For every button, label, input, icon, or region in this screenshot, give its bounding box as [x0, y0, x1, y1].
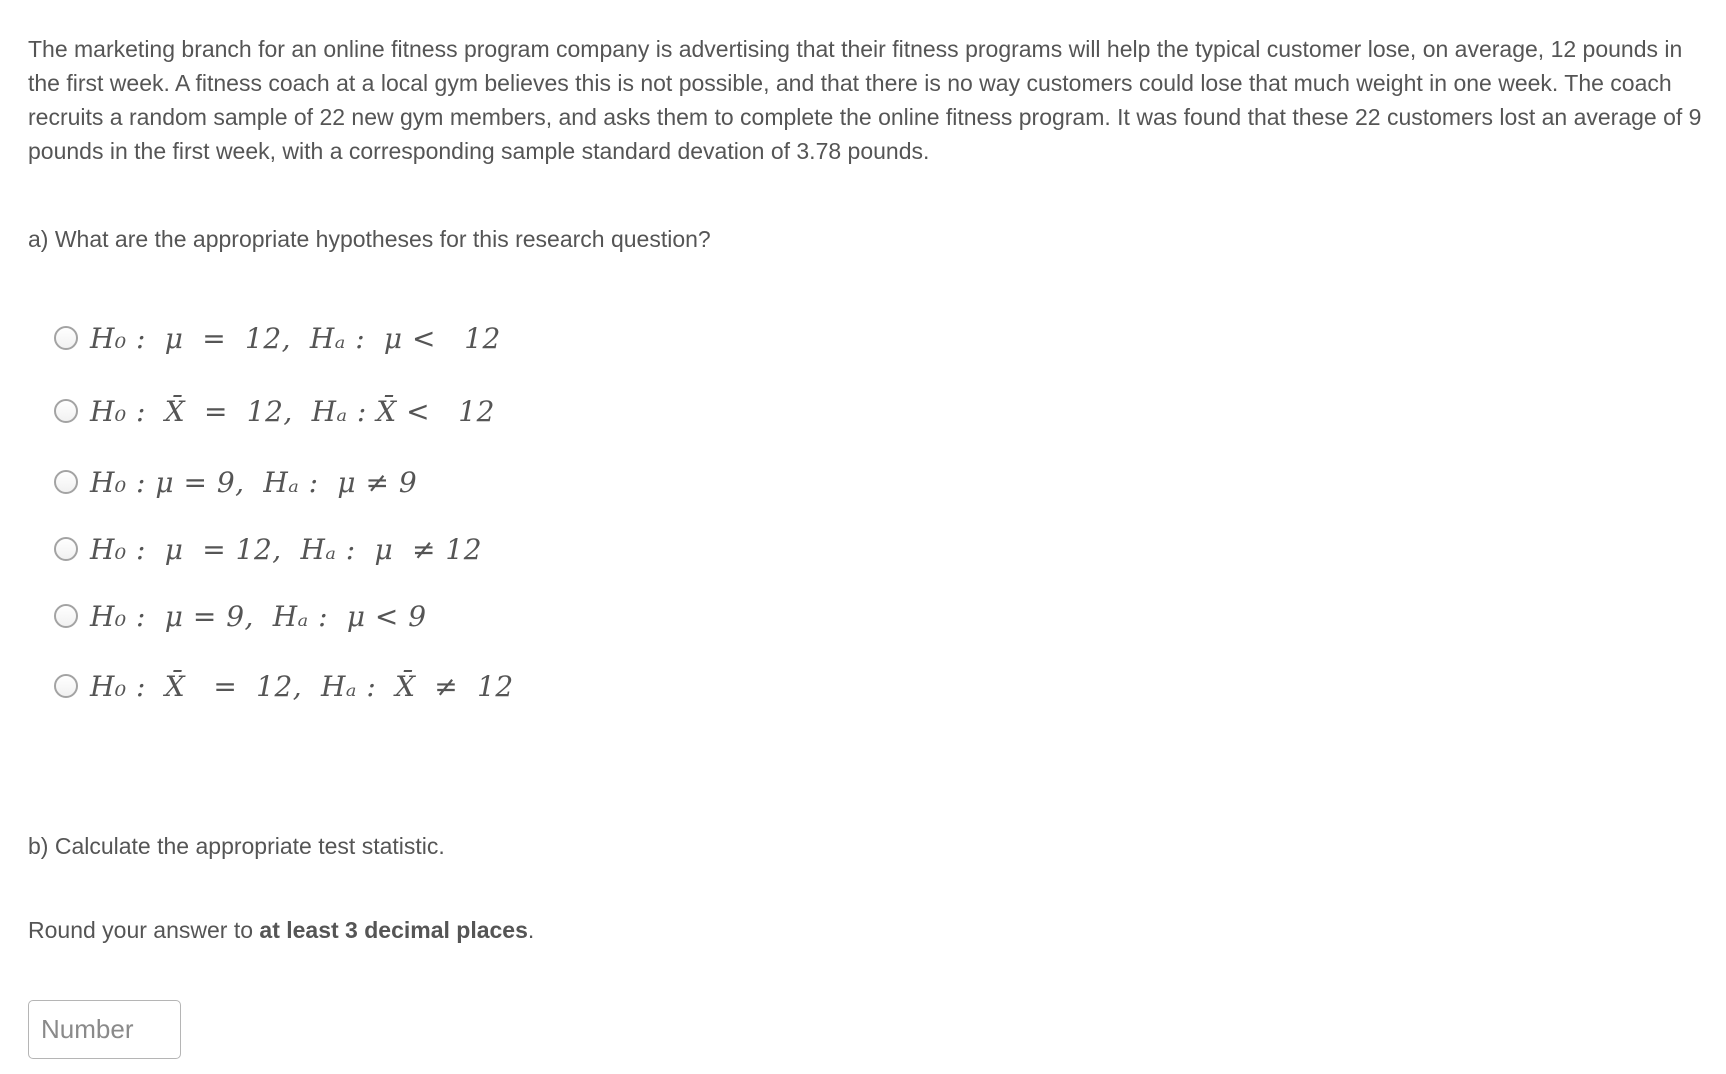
option-label: H₀ : μ = 9, Hₐ : μ < 9: [90, 599, 427, 633]
radio-button[interactable]: [54, 470, 78, 494]
option-3[interactable]: [54, 460, 417, 504]
option-label: H₀ : X̄ = 12, Hₐ : X̄ ≠ 12: [90, 669, 514, 703]
radio-button[interactable]: [54, 674, 78, 698]
test-statistic-input[interactable]: [28, 1000, 181, 1059]
option-label: H₀ : μ = 12, Hₐ : μ ≠ 12: [90, 532, 483, 566]
radio-button[interactable]: [54, 604, 78, 628]
rounding-emphasis: at least 3 decimal places: [259, 917, 528, 943]
question-a-prompt: a) What are the appropriate hypotheses for this research question?: [28, 226, 711, 252]
rounding-instruction: [28, 913, 534, 947]
option-label: H₀ : μ = 9, Hₐ : μ ≠ 9: [90, 465, 418, 499]
radio-button[interactable]: [54, 399, 78, 423]
option-5[interactable]: [54, 594, 427, 638]
rounding-suffix: .: [527, 917, 535, 943]
radio-button[interactable]: [54, 537, 78, 561]
problem-description: The marketing branch for an online fitness program company is advertising that their fitness programs will help the typical customer lose, on average, 12 pounds in the first week. A fitness coach at a local gym believes this is not possible, and that there is no way customers could lose that much weight in one week. The coach recruits a random sample of 22 new gym members, and asks them to complete the online fitness program. It was found that these 22 customers lost an average of 9 pounds in the first week, with a corresponding sample standard devation of 3.78 pounds.: [28, 36, 1702, 164]
option-4[interactable]: [54, 527, 482, 571]
option-label: H₀ : μ = 12, Hₐ : μ < 12: [90, 321, 501, 355]
radio-button[interactable]: [54, 326, 78, 350]
option-2[interactable]: [54, 389, 495, 433]
option-label: H₀ : X̄ = 12, Hₐ : X̄ < 12: [90, 394, 495, 428]
option-1[interactable]: [54, 316, 501, 360]
rounding-prefix: Round your answer to: [28, 917, 260, 943]
question-b-prompt: b) Calculate the appropriate test statistic.: [28, 833, 445, 859]
option-6[interactable]: [54, 664, 514, 708]
